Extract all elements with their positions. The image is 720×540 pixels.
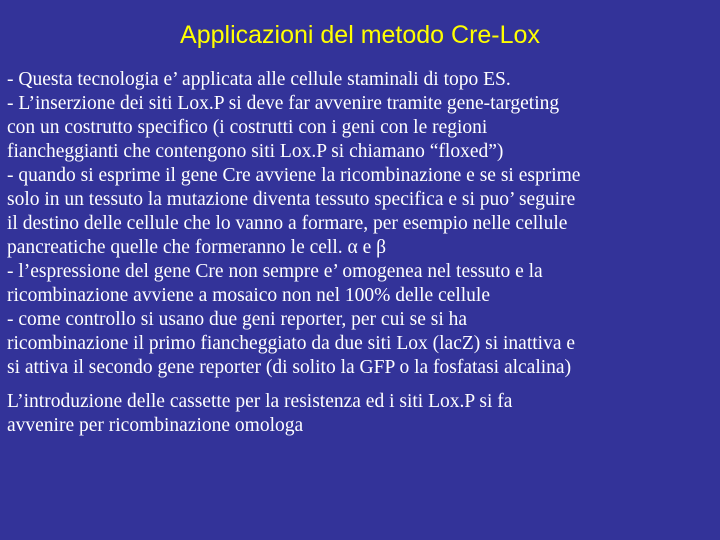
paragraph-gap bbox=[7, 380, 713, 390]
body-line: - L’inserzione dei siti Lox.P si deve far avvenire tramite gene-targeting bbox=[7, 93, 560, 114]
body-line: il destino delle cellule che lo vanno a formare, per esempio nelle cellule bbox=[7, 213, 568, 234]
slide-title: Applicazioni del metodo Cre-Lox bbox=[180, 21, 540, 49]
body-line: - l’espressione del gene Cre non sempre e’ omogenea nel tessuto e la bbox=[7, 261, 543, 282]
body-line: ricombinazione avviene a mosaico non nel 100% delle cellule bbox=[7, 285, 490, 306]
body-line: - come controllo si usano due geni reporter, per cui se si ha bbox=[7, 309, 468, 330]
body-line: avvenire per ricombinazione omologa bbox=[7, 415, 304, 436]
body-line: - quando si esprime il gene Cre avviene la ricombinazione e se si esprime bbox=[7, 165, 581, 186]
body-line: ricombinazione il primo fiancheggiato da due siti Lox (lacZ) si inattiva e bbox=[7, 333, 576, 354]
body-line: L’introduzione delle cassette per la resistenza ed i siti Lox.P si fa bbox=[7, 391, 513, 412]
body-line: con un costrutto specifico (i costrutti con i geni con le regioni bbox=[7, 117, 488, 138]
body-line: solo in un tessuto la mutazione diventa tessuto specifica e si puo’ seguire bbox=[7, 189, 576, 210]
body-line: si attiva il secondo gene reporter (di solito la GFP o la fosfatasi alcalina) bbox=[7, 357, 572, 378]
body-line: - Questa tecnologia e’ applicata alle cellule staminali di topo ES. bbox=[7, 69, 511, 90]
body-line: fiancheggianti che contengono siti Lox.P si chiamano “floxed”) bbox=[7, 141, 504, 162]
body-line: pancreatiche quelle che formeranno le cell. α e β bbox=[7, 237, 387, 258]
slide-body bbox=[7, 68, 713, 438]
